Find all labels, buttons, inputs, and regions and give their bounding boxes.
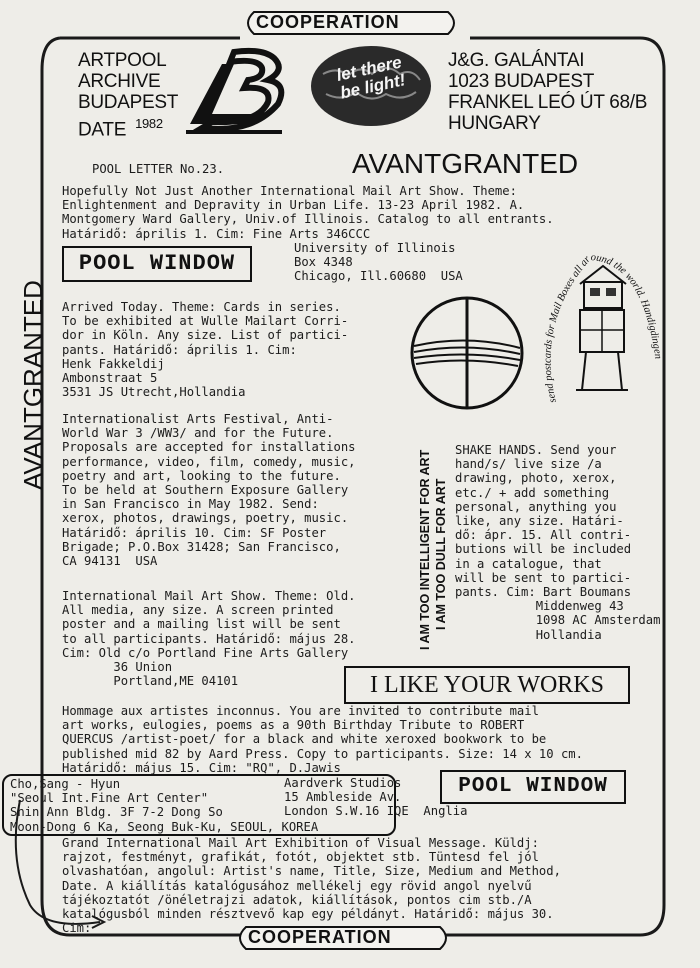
text-line: Határidő: április 10. Cim: SF Poster <box>62 525 327 540</box>
section-shake-hands <box>455 443 660 642</box>
date-label: DATE <box>78 119 127 141</box>
text-line: rajzot, festményt, grafikát, fotót, objektet stb. Tüntesd fel jól <box>62 850 539 865</box>
address-line: Aardverk Studios <box>284 776 402 790</box>
address-line: 15 Ambleside Av. <box>284 790 402 805</box>
avantgranted-heading: AVANTGRANTED <box>352 148 579 179</box>
i-like-your-works-stamp: I LIKE YOUR WORKS <box>344 666 630 704</box>
pool-letter-title: POOL LETTER No.23. <box>92 162 225 176</box>
brain-logo <box>308 44 434 128</box>
text-line: To be exhibited at Wulle Mailart Corri- <box>62 314 349 329</box>
address-line: University of Illinois <box>294 241 456 255</box>
text-line: All media, any size. A screen printed <box>62 603 334 618</box>
text-line: Cim: <box>62 921 92 936</box>
address-line: London S.W.16 IQE Anglia <box>284 804 468 819</box>
text-line: Hopefully Not Just Another International Mail Art Show. Theme: <box>62 184 517 198</box>
header-date-row <box>78 113 178 140</box>
date-value: 1982 <box>135 116 163 131</box>
svg-text:send postcards for Mail Boxes <box>543 252 664 404</box>
mailbox-caption-path <box>530 252 664 422</box>
text-line: Grand International Mail Art Exhibition of Visual Message. Küldj: <box>62 836 539 850</box>
text-line: Hollandia <box>455 627 602 642</box>
side-avantgranted-title: AVANTGRANTED <box>18 280 48 490</box>
text-line: etc./ + add something <box>455 485 610 500</box>
text-line: Proposals are accepted for installations <box>62 440 356 455</box>
header-left-line: BUDAPEST <box>78 92 179 113</box>
seoul-address-box <box>2 774 396 836</box>
text-line: Cim: Old c/o Portland Fine Arts Gallery <box>62 645 349 660</box>
section-portland <box>62 589 356 688</box>
text-line: poetry and art, looking to the future. <box>62 468 341 483</box>
brain-logo-text: let there be light! <box>334 52 408 103</box>
text-line: Ambonstraat 5 <box>62 371 158 386</box>
text-line: Henk Fakkeldij <box>62 356 165 371</box>
text-line: drawing, photo, xerox, <box>455 471 617 486</box>
text-line: Enlightenment and Depravity in Urban Life. 13-23 April 1982. A. <box>62 198 525 213</box>
text-line: art works, eulogies, poems as a 90th Birthday Tribute to ROBERT <box>62 718 525 733</box>
text-line: Montgomery Ward Gallery, Univ.of Illinois. Catalog to all entrants. <box>62 212 554 227</box>
text-line: in San Francisco in May 1982. Send: <box>62 497 319 512</box>
text-line: Date. A kiállítás katalógusához mellékelj egy rövid angol nyelvű <box>62 878 532 893</box>
text-line: CA 94131 USA <box>62 554 158 569</box>
text-line: Hommage aux artistes inconnus. You are invited to contribute mail <box>62 704 539 718</box>
text-line: will be sent to partici- <box>455 570 632 585</box>
header-left <box>78 50 178 140</box>
vertical-stamp-dull: I AM TOO DULL FOR ART <box>434 478 448 630</box>
text-line: tájékoztatót /önéletrajzi adatok, kiállítások, pontos cim stb./A <box>62 892 532 907</box>
text-line: QUERCUS /artist-poet/ for a black and white xeroxed bookwork to be <box>62 732 547 747</box>
vertical-stamp-intelligent: I AM TOO INTELLIGENT FOR ART <box>418 449 432 650</box>
text-line: hand/s/ live size /a <box>455 457 602 472</box>
seoul-line: Shin Ann Bldg. 3F 7-2 Dong So <box>10 805 223 820</box>
pool-window-stamp: POOL WINDOW <box>62 246 252 282</box>
section-illinois <box>62 184 554 241</box>
seoul-line: "Seoul Int.Fine Art Center" <box>10 791 209 806</box>
circle-cross-emblem-icon <box>408 294 526 412</box>
text-line: Határidő: május 15. Cim: "RQ", D.Jawis <box>62 760 341 775</box>
text-line: SHAKE HANDS. Send your <box>455 443 617 457</box>
section-visual-message <box>62 836 561 935</box>
address-line: Box 4348 <box>294 255 353 270</box>
text-line: World War 3 /WW3/ and for the Future. <box>62 426 334 441</box>
header-right <box>448 50 647 134</box>
mailbox-caption: send postcards for Mail Boxes all around the world. Handigdingen <box>542 252 664 404</box>
text-line: in a catalogue, that <box>455 556 602 571</box>
text-line: Portland,ME 04101 <box>62 674 239 689</box>
text-line: to all participants. Határidő: május 28. <box>62 631 356 646</box>
header-left-line: ARTPOOL <box>78 50 167 71</box>
text-line: pants. Cim: Bart Boumans <box>455 585 632 600</box>
text-line: butions will be included <box>455 542 632 557</box>
illinois-address <box>294 241 463 284</box>
pool-window-stamp-2: POOL WINDOW <box>440 770 626 804</box>
text-line: personal, anything you <box>455 499 617 514</box>
text-line: poster and a mailing list will be sent <box>62 617 341 632</box>
text-line: International Mail Art Show. Theme: Old. <box>62 589 356 603</box>
address-line: Chicago, Ill.60680 USA <box>294 269 463 284</box>
text-line: performance, video, film, comedy, music, <box>62 454 356 469</box>
seoul-line: Moon-Dong 6 Ka, Seong Buk-Ku, SEOUL, KOREA <box>10 819 319 834</box>
text-line: Brigade; P.O.Box 31428; San Francisco, <box>62 539 341 554</box>
text-line: pants. Határidő: április 1. Cim: <box>62 342 297 357</box>
header-right-line: FRANKEL LEÓ ÚT 68/B <box>448 92 648 113</box>
text-line: dor in Köln. Any size. List of partici- <box>62 328 349 343</box>
text-line: dő: ápr. 15. All contri- <box>455 528 632 543</box>
header-right-line: J&G. GALÁNTAI <box>448 50 585 71</box>
text-line: olvashatóan, angolul: Artist's name, Title, Size, Medium and Method, <box>62 864 561 879</box>
text-line: katalógusból minden résztvevő kap egy példányt. Határidő: május 30. <box>62 907 554 922</box>
header-right-line: HUNGARY <box>448 113 541 134</box>
cooperation-banner-bottom <box>232 923 392 947</box>
section-koln <box>62 300 348 399</box>
text-line: 36 Union <box>62 660 173 675</box>
text-line: Arrived Today. Theme: Cards in series. <box>62 300 341 314</box>
artpool-logo-icon <box>182 44 294 136</box>
text-line: like, any size. Határi- <box>455 514 624 529</box>
text-line: Middenweg 43 <box>455 599 624 614</box>
mailbox-drawing <box>530 252 664 422</box>
banner-top-text: COOPERATION <box>256 12 400 32</box>
header-right-line: 1023 BUDAPEST <box>448 71 595 92</box>
text-line: To be held at Southern Exposure Gallery <box>62 483 349 498</box>
text-line: Határidő: április 1. Cim: Fine Arts 346CCC <box>62 226 371 241</box>
text-line: published mid 82 by Aard Press. Copy to participants. Size: 14 x 10 cm. <box>62 746 583 761</box>
seoul-line: Cho,Sang - Hyun <box>10 777 121 791</box>
cooperation-banner-top <box>240 8 400 32</box>
header-left-line: ARCHIVE <box>78 71 161 92</box>
text-line: 3531 JS Utrecht,Hollandia <box>62 385 246 400</box>
section-hommage <box>62 704 583 775</box>
section-ww3 <box>62 412 356 568</box>
text-line: Internationalist Arts Festival, Anti- <box>62 412 334 426</box>
text-line: xerox, photos, drawings, poetry, music. <box>62 511 349 526</box>
banner-bottom-text: COOPERATION <box>248 927 392 947</box>
text-line: 1098 AC Amsterdam <box>455 613 661 628</box>
